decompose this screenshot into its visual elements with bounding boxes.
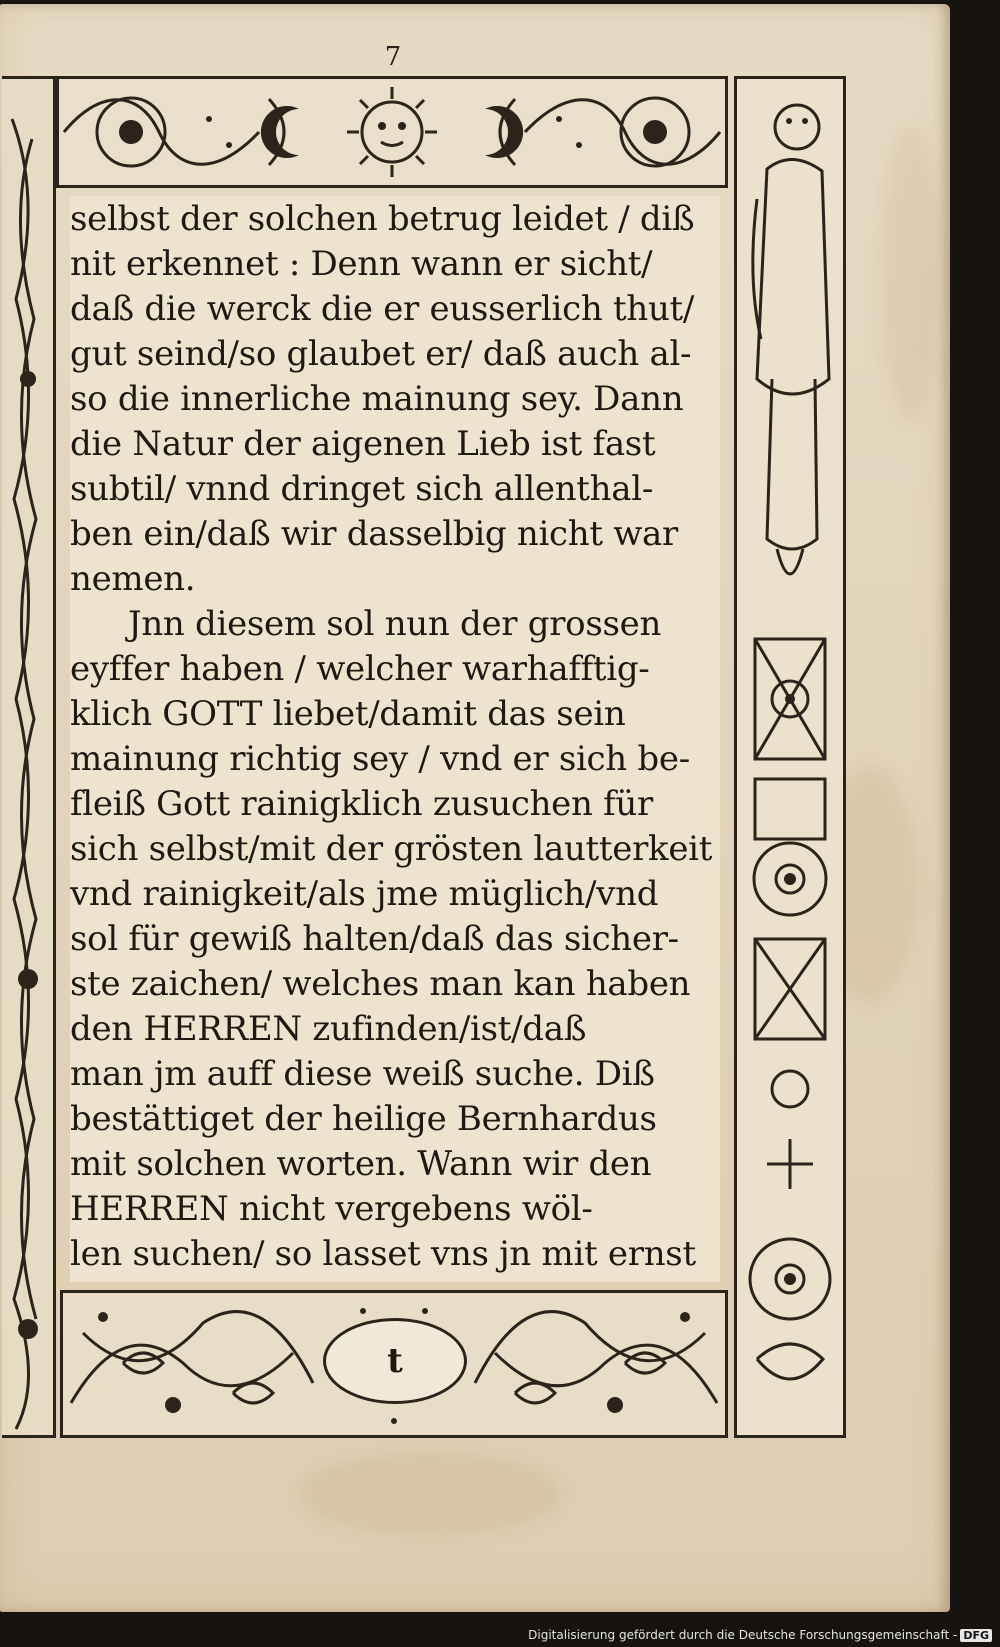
text-line: subtil/ vnnd dringet sich allenthal- xyxy=(70,469,654,509)
text-line: so die innerliche mainung sey. Dann xyxy=(70,379,684,419)
text-line: eyffer haben / welcher warhafftig- xyxy=(70,649,650,689)
text-line: mainung richtig sey / vnd er sich be- xyxy=(70,739,690,779)
sun-moon-ornament xyxy=(59,79,725,185)
text-line: daß die werck die er eusserlich thut/ xyxy=(70,289,695,329)
signature-mark: 7 xyxy=(384,42,402,72)
text-line: man jm auff diese weiß suche. Diß xyxy=(70,1054,655,1094)
text-line: fleiß Gott rainigklich zusuchen für xyxy=(70,784,653,824)
text-line: ben ein/daß wir dasselbig nicht war xyxy=(70,514,678,554)
text-line: nit erkennet : Denn wann er sicht/ xyxy=(70,244,653,284)
saint-figure-ornament xyxy=(737,79,843,1435)
text-line: mit solchen worten. Wann wir den xyxy=(70,1144,652,1184)
text-line: sol für gewiß halten/daß das sicher- xyxy=(70,919,679,959)
text-line: vnd rainigkeit/als jme müglich/vnd xyxy=(70,874,659,914)
paper-stain xyxy=(300,1454,560,1534)
figure-ornament xyxy=(2,79,53,1435)
dfg-logo: DFG xyxy=(960,1629,992,1642)
main-text-block xyxy=(70,196,720,1282)
text-line: selbst der solchen betrug leidet / diß xyxy=(70,199,695,239)
ornament-border-top xyxy=(56,76,728,188)
text-line: die Natur der aigenen Lieb ist fast xyxy=(70,424,656,464)
paper-stain xyxy=(880,124,940,424)
footer-text: Digitalisierung gefördert durch die Deutsche Forschungsgemeinschaft - xyxy=(528,1628,958,1642)
ornament-border-left xyxy=(2,76,56,1438)
ornament-border-right xyxy=(734,76,846,1438)
text-line: len suchen/ so lasset vns jn mit ernst xyxy=(70,1234,696,1274)
text-line: HERREN nicht vergebens wöl- xyxy=(70,1189,593,1229)
text-line: gut seind/so glaubet er/ daß auch al- xyxy=(70,334,692,374)
text-line: klich GOTT liebet/damit das sein xyxy=(70,694,626,734)
paragraph-start-line: Jnn diesem sol nun der grossen xyxy=(128,604,662,644)
text-line: sich selbst/mit der grösten lautterkeit xyxy=(70,829,713,869)
page-number-cartouche: t xyxy=(323,1318,467,1404)
text-line: den HERREN zufinden/ist/daß xyxy=(70,1009,587,1049)
digitization-footer xyxy=(528,1628,992,1642)
text-line: nemen. xyxy=(70,559,196,599)
text-line: ste zaichen/ welches man kan haben xyxy=(70,964,691,1004)
text-line: bestättiget der heilige Bernhardus xyxy=(70,1099,657,1139)
